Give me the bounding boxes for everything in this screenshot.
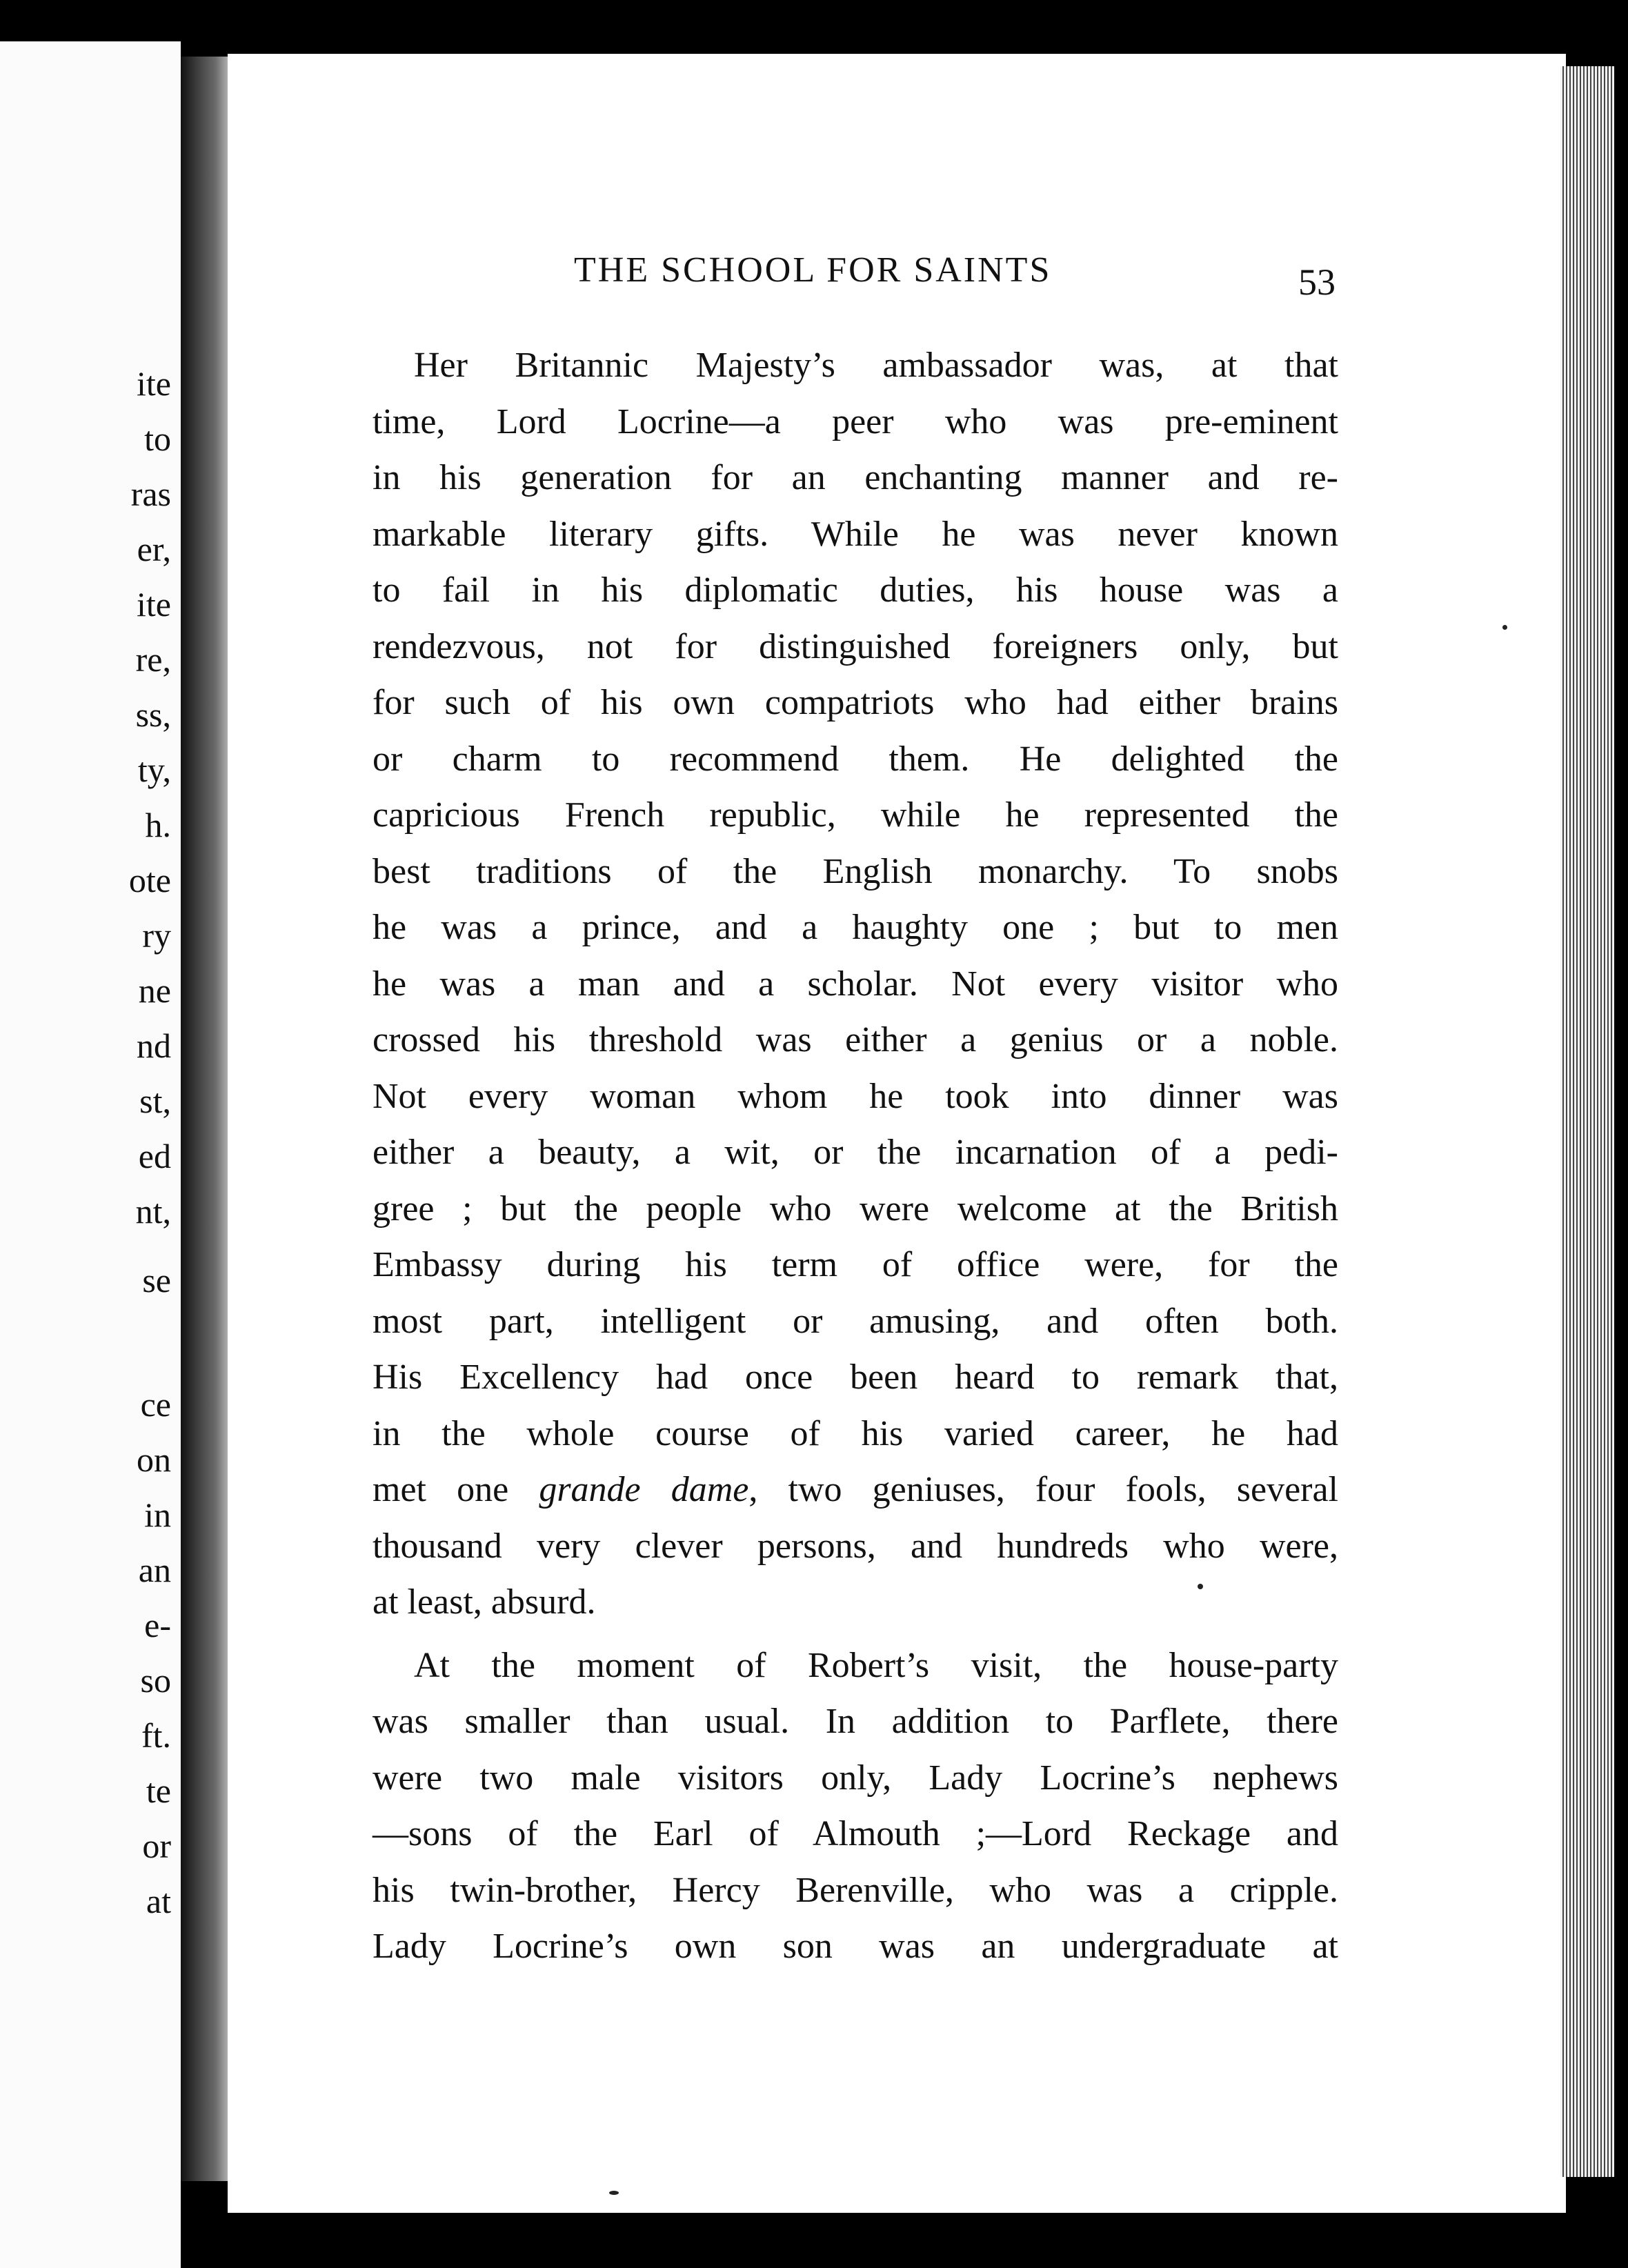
left-page-fragment: or	[142, 1827, 171, 1865]
left-page-fragment: st,	[139, 1082, 171, 1120]
text-line: crossed his threshold was either a genius or a noble.	[373, 1020, 1338, 1060]
left-page-fragment: te	[146, 1771, 171, 1810]
text-line: met one grande dame, two geniuses, four fools, several	[373, 1470, 1338, 1509]
text-line: time, Lord Locrine—a peer who was pre-eminent	[373, 401, 1338, 441]
page-edge-stack	[1560, 66, 1614, 2177]
text-line: best traditions of the English monarchy. To snobs	[373, 851, 1338, 891]
book-gutter	[181, 57, 230, 2181]
left-page-fragment: so	[140, 1661, 171, 1700]
text-line: were two male visitors only, Lady Locrine’s nephews	[373, 1758, 1338, 1798]
left-page-fragment: ras	[130, 475, 171, 513]
left-page-fragment: on	[137, 1440, 171, 1479]
text-line: either a beauty, a wit, or the incarnation of a pedi-	[373, 1133, 1338, 1172]
ink-speck	[609, 2191, 619, 2195]
left-page-fragment: e-	[144, 1606, 171, 1644]
text-line: thousand very clever persons, and hundreds who were,	[373, 1526, 1338, 1566]
text-line: in his generation for an enchanting manner and re-	[373, 458, 1338, 497]
text-line: his twin-brother, Hercy Berenville, who was a cripple.	[373, 1870, 1338, 1910]
left-page-fragment: in	[144, 1495, 171, 1534]
left-page-fragment: se	[142, 1261, 171, 1300]
left-page-fragment: at	[146, 1882, 171, 1920]
text-line: rendezvous, not for distinguished foreigners only, but	[373, 626, 1338, 666]
text-line: to fail in his diplomatic duties, his house was a	[373, 570, 1338, 610]
left-page-fragment: ed	[138, 1137, 171, 1175]
text-line: in the whole course of his varied career, he had	[373, 1413, 1338, 1453]
text-line: was smaller than usual. In addition to Parflete, there	[373, 1702, 1338, 1741]
text-line: he was a prince, and a haughty one ; but to men	[373, 908, 1338, 947]
left-page-fragment: nt,	[135, 1192, 171, 1231]
text-line: At the moment of Robert’s visit, the house-party	[414, 1645, 1338, 1685]
left-page-fragment: ry	[142, 916, 171, 955]
left-page-fragment: ft.	[141, 1716, 171, 1755]
text-line: Not every woman whom he took into dinner was	[373, 1076, 1338, 1116]
text-line: His Excellency had once been heard to remark that,	[373, 1357, 1338, 1397]
ink-speck	[1502, 625, 1507, 630]
page-number: 53	[1298, 261, 1336, 303]
left-page-fragment: ne	[138, 971, 171, 1010]
text-line: —sons of the Earl of Almouth ;—Lord Reckage and	[373, 1814, 1338, 1853]
text-line: or charm to recommend them. He delighted the	[373, 739, 1338, 779]
text-line: capricious French republic, while he represented the	[373, 795, 1338, 835]
left-page-fragment: ty,	[137, 750, 171, 789]
text-line: most part, intelligent or amusing, and often both.	[373, 1301, 1338, 1341]
ink-speck	[1198, 1584, 1203, 1589]
left-page-fragment: to	[144, 419, 171, 458]
text-line: at least, absurd.	[373, 1582, 596, 1622]
text-line: Her Britannic Majesty’s ambassador was, at that	[414, 346, 1338, 385]
text-line: markable literary gifts. While he was never known	[373, 514, 1338, 554]
left-page-fragment: ce	[140, 1385, 171, 1424]
left-page-fragment: ite	[137, 364, 171, 403]
text-line: Lady Locrine’s own son was an undergraduate at	[373, 1927, 1338, 1966]
left-facing-page	[0, 41, 181, 2268]
running-title: THE SCHOOL FOR SAINTS	[574, 250, 1052, 290]
italic-phrase: grande dame	[539, 1470, 749, 1509]
left-page-fragment: ote	[128, 861, 171, 899]
text-line: gree ; but the people who were welcome at the British	[373, 1188, 1338, 1228]
text-line: Embassy during his term of office were, for the	[373, 1245, 1338, 1284]
left-page-fragment: ss,	[135, 695, 171, 734]
left-page-fragment: er,	[137, 530, 171, 568]
left-page-fragment: nd	[137, 1026, 171, 1065]
left-page-fragment: h.	[145, 806, 171, 844]
text-line: he was a man and a scholar. Not every visitor who	[373, 964, 1338, 1004]
text-line: for such of his own compatriots who had either brains	[373, 683, 1338, 722]
left-page-fragment: ite	[137, 585, 171, 624]
left-page-fragment: re,	[135, 640, 171, 679]
left-page-fragment: an	[138, 1551, 171, 1589]
